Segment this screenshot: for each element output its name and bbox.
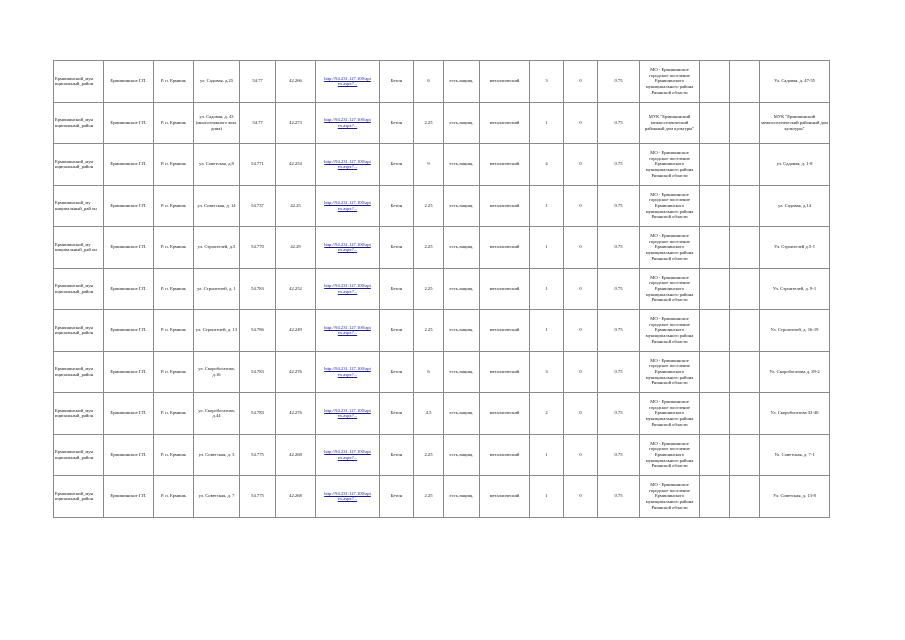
container-type-cell: металлический	[480, 61, 530, 103]
container-type-cell: металлический	[480, 476, 530, 518]
address-cell: ул. Советская, д. 14	[194, 185, 240, 227]
surface-cell: Бетон	[380, 185, 414, 227]
district-cell: Ермишинский_му ниципальный_рай он	[54, 185, 104, 227]
address-cell: ул. Советская, д. 3	[194, 434, 240, 476]
longitude-cell: 42.252	[276, 268, 316, 310]
settlement-cell: Ермишинское Г.П.	[104, 144, 154, 186]
volume-cell: 0.75	[598, 310, 640, 352]
table-row	[54, 434, 830, 476]
map-link[interactable]: http://94.231.127.100/api ex.aspx?...	[316, 268, 380, 310]
volume-cell: 0.75	[598, 185, 640, 227]
fence-cell: есть,защищ.	[444, 144, 480, 186]
empty-cell	[700, 102, 730, 144]
locality-cell: Р. п. Ермишь	[154, 393, 194, 435]
map-link[interactable]: http://94.231.127.100/api ex.aspx?...	[316, 476, 380, 518]
source-cell: МУК "Ермишинский межпоселенческий районный дом культуры"	[760, 102, 830, 144]
empty-cell	[730, 351, 760, 393]
fence-cell: есть,защищ.	[444, 351, 480, 393]
table-row	[54, 227, 830, 269]
district-cell: Ермишинский_мун иципальный_район	[54, 351, 104, 393]
map-link[interactable]: http://94.231.127.100/api ex.aspx?...	[316, 310, 380, 352]
source-cell: Ул. Строителей, д. 9-1	[760, 268, 830, 310]
latitude-cell: 54.783	[240, 393, 276, 435]
locality-cell: Р. п. Ермишь	[154, 61, 194, 103]
fence-cell: есть,защищ.	[444, 434, 480, 476]
planned-count-cell: 0	[564, 434, 598, 476]
container-type-cell: металлический	[480, 268, 530, 310]
district-cell: Ермишинский_мун иципальный_район	[54, 310, 104, 352]
district-cell: Ермишинский_мун иципальный_район	[54, 434, 104, 476]
district-cell: Ермишинский_му ниципальный_рай он	[54, 227, 104, 269]
source-cell: Ул. Строителей, д. 16-19	[760, 310, 830, 352]
map-link[interactable]: http://94.231.127.100/api ex.aspx?...	[316, 185, 380, 227]
source-cell: Ул. Садовая, д. 47-55	[760, 61, 830, 103]
fence-cell: есть,защищ.	[444, 310, 480, 352]
map-link[interactable]: http://94.231.127.100/api ex.aspx?...	[316, 102, 380, 144]
volume-cell: 0.75	[598, 434, 640, 476]
locality-cell: Р. п. Ермишь	[154, 227, 194, 269]
owner-cell: МО - Ермишинское городское поселение Ермишинского муниципального района Рязанской области	[640, 393, 700, 435]
latitude-cell: 54.775	[240, 434, 276, 476]
empty-cell	[700, 434, 730, 476]
district-cell: Ермишинский_мун иципальный_район	[54, 393, 104, 435]
map-link[interactable]: http://94.231.127.100/api ex.aspx?...	[316, 351, 380, 393]
owner-cell: МУК "Ермишинский межпоселенческий районный дом культуры"	[640, 102, 700, 144]
area-cell: 2.25	[414, 227, 444, 269]
map-link[interactable]: http://94.231.127.100/api ex.aspx?...	[316, 61, 380, 103]
container-type-cell: металлический	[480, 227, 530, 269]
settlement-cell: Ермишинское Г.П.	[104, 268, 154, 310]
locality-cell: Р. п. Ермишь	[154, 102, 194, 144]
area-cell: 2.25	[414, 102, 444, 144]
container-count-cell: 4	[530, 144, 564, 186]
empty-cell	[700, 351, 730, 393]
owner-cell: МО - Ермишинское городское поселение Ермишинского муниципального района Рязанской области	[640, 434, 700, 476]
owner-cell: МО - Ермишинское городское поселение Ермишинского муниципального района Рязанской области	[640, 61, 700, 103]
container-type-cell: металлический	[480, 144, 530, 186]
fence-cell: есть,защищ.	[444, 102, 480, 144]
planned-count-cell: 0	[564, 310, 598, 352]
empty-cell	[700, 144, 730, 186]
container-count-cell: 1	[530, 268, 564, 310]
address-cell: ул. Строителей, д. 1	[194, 268, 240, 310]
latitude-cell: 54.786	[240, 310, 276, 352]
registry-table	[53, 60, 830, 518]
address-cell: ул. Скоробогатова, д.16	[194, 351, 240, 393]
settlement-cell: Ермишинское Г.П.	[104, 61, 154, 103]
container-count-cell: 1	[530, 476, 564, 518]
locality-cell: Р. п. Ермишь	[154, 351, 194, 393]
volume-cell: 0.75	[598, 476, 640, 518]
volume-cell: 0.75	[598, 351, 640, 393]
volume-cell: 0.75	[598, 268, 640, 310]
container-count-cell: 3	[530, 351, 564, 393]
container-type-cell: металлический	[480, 310, 530, 352]
fence-cell: есть,защищ.	[444, 268, 480, 310]
container-count-cell: 2	[530, 393, 564, 435]
area-cell: 9	[414, 144, 444, 186]
container-type-cell: металлический	[480, 393, 530, 435]
empty-cell	[730, 144, 760, 186]
container-type-cell: металлический	[480, 351, 530, 393]
source-cell: ул. Садовая, д. 1-8	[760, 144, 830, 186]
address-cell: ул. Строителей, д.5	[194, 227, 240, 269]
volume-cell: 0.75	[598, 144, 640, 186]
district-cell: Ермишинский_мун иципальный_район	[54, 102, 104, 144]
settlement-cell: Ермишинское Г.П.	[104, 351, 154, 393]
planned-count-cell: 0	[564, 144, 598, 186]
container-type-cell: металлический	[480, 185, 530, 227]
longitude-cell: 42.268	[276, 434, 316, 476]
container-count-cell: 1	[530, 102, 564, 144]
table-row	[54, 102, 830, 144]
latitude-cell: 54.775	[240, 476, 276, 518]
latitude-cell: 54.77	[240, 102, 276, 144]
planned-count-cell: 0	[564, 268, 598, 310]
district-cell: Ермишинский_мун иципальный_район	[54, 144, 104, 186]
settlement-cell: Ермишинское Г.П.	[104, 434, 154, 476]
table-row	[54, 393, 830, 435]
settlement-cell: Ермишинское Г.П.	[104, 102, 154, 144]
locality-cell: Р. п. Ермишь	[154, 434, 194, 476]
map-link[interactable]: http://94.231.127.100/api ex.aspx?...	[316, 393, 380, 435]
container-count-cell: 1	[530, 185, 564, 227]
planned-count-cell: 0	[564, 102, 598, 144]
empty-cell	[730, 434, 760, 476]
fence-cell: есть,защищ.	[444, 476, 480, 518]
empty-cell	[700, 310, 730, 352]
surface-cell: Бетон	[380, 434, 414, 476]
address-cell: ул. Садовая, д. 43 (многоэтажного жил. дома)	[194, 102, 240, 144]
empty-cell	[730, 185, 760, 227]
longitude-cell: 42.249	[276, 310, 316, 352]
surface-cell: Бетон	[380, 351, 414, 393]
latitude-cell: 54.770	[240, 227, 276, 269]
planned-count-cell: 0	[564, 61, 598, 103]
fence-cell: есть,защищ.	[444, 185, 480, 227]
container-count-cell: 1	[530, 227, 564, 269]
settlement-cell: Ермишинское Г.П.	[104, 393, 154, 435]
source-cell: Ул. Скоробогатова д. 39-2	[760, 351, 830, 393]
locality-cell: Р. п. Ермишь	[154, 310, 194, 352]
area-cell: 4.5	[414, 393, 444, 435]
owner-cell: МО - Ермишинское городское поселение Ермишинского муниципального района Рязанской области	[640, 310, 700, 352]
container-count-cell: 1	[530, 434, 564, 476]
empty-cell	[700, 227, 730, 269]
table-row	[54, 185, 830, 227]
empty-cell	[700, 185, 730, 227]
latitude-cell: 54.737	[240, 185, 276, 227]
surface-cell: Бетон	[380, 393, 414, 435]
map-link[interactable]: http://94.231.127.100/api ex.aspx?...	[316, 227, 380, 269]
locality-cell: Р. п. Ермишь	[154, 268, 194, 310]
latitude-cell: 54.77	[240, 61, 276, 103]
address-cell: ул. Скоробогатова, д.44	[194, 393, 240, 435]
address-cell: ул. Строителей, д. 13	[194, 310, 240, 352]
owner-cell: МО - Ермишинское городское поселение Ермишинского муниципального района Рязанской области	[640, 144, 700, 186]
longitude-cell: 42.276	[276, 351, 316, 393]
area-cell: 6	[414, 61, 444, 103]
table-row	[54, 144, 830, 186]
empty-cell	[730, 61, 760, 103]
owner-cell: МО - Ермишинское городское поселение Ермишинского муниципального района Рязанской области	[640, 227, 700, 269]
longitude-cell: 42.29	[276, 227, 316, 269]
planned-count-cell: 0	[564, 351, 598, 393]
table-row	[54, 476, 830, 518]
longitude-cell: 42.276	[276, 393, 316, 435]
table-row	[54, 268, 830, 310]
owner-cell: МО - Ермишинское городское поселение Ермишинского муниципального района Рязанской области	[640, 268, 700, 310]
empty-cell	[700, 393, 730, 435]
surface-cell: Бетон	[380, 144, 414, 186]
surface-cell: Бетон	[380, 102, 414, 144]
area-cell: 2.25	[414, 476, 444, 518]
fence-cell: есть,защищ.	[444, 393, 480, 435]
area-cell: 2.25	[414, 434, 444, 476]
container-count-cell: 3	[530, 61, 564, 103]
address-cell: ул. Садовая, д.25	[194, 61, 240, 103]
area-cell: 2.25	[414, 268, 444, 310]
locality-cell: Р. п. Ермишь	[154, 185, 194, 227]
district-cell: Ермишинский_мун иципальный_район	[54, 61, 104, 103]
map-link[interactable]: http://94.231.127.100/api ex.aspx?...	[316, 144, 380, 186]
longitude-cell: 42.254	[276, 144, 316, 186]
settlement-cell: Ермишинское Г.П.	[104, 476, 154, 518]
volume-cell: 0.75	[598, 102, 640, 144]
empty-cell	[730, 393, 760, 435]
source-cell: ул. Садовая, д.14	[760, 185, 830, 227]
settlement-cell: Ермишинское Г.П.	[104, 185, 154, 227]
fence-cell: есть,защищ.	[444, 227, 480, 269]
planned-count-cell: 0	[564, 393, 598, 435]
latitude-cell: 54.783	[240, 351, 276, 393]
area-cell: 6	[414, 351, 444, 393]
volume-cell: 0.75	[598, 227, 640, 269]
empty-cell	[730, 268, 760, 310]
district-cell: Ермишинский_мун иципальный_район	[54, 476, 104, 518]
table-row	[54, 61, 830, 103]
surface-cell: Бетон	[380, 476, 414, 518]
container-type-cell: металлический	[480, 102, 530, 144]
empty-cell	[730, 476, 760, 518]
address-cell: ул. Советская, д.8	[194, 144, 240, 186]
settlement-cell: Ермишинское Г.П.	[104, 227, 154, 269]
source-cell: Ул. Советская, д. 7-1	[760, 434, 830, 476]
owner-cell: МО - Ермишинское городское поселение Ермишинского муниципального района Рязанской области	[640, 351, 700, 393]
volume-cell: 0.75	[598, 393, 640, 435]
latitude-cell: 54.783	[240, 268, 276, 310]
surface-cell: Бетон	[380, 310, 414, 352]
volume-cell: 0.75	[598, 61, 640, 103]
surface-cell: Бетон	[380, 227, 414, 269]
empty-cell	[730, 227, 760, 269]
longitude-cell: 42.25	[276, 185, 316, 227]
source-cell: Ул. Советская, д. 13-8	[760, 476, 830, 518]
empty-cell	[700, 61, 730, 103]
container-type-cell: металлический	[480, 434, 530, 476]
empty-cell	[730, 310, 760, 352]
locality-cell: Р. п. Ермишь	[154, 144, 194, 186]
locality-cell: Р. п. Ермишь	[154, 476, 194, 518]
source-cell: Ул. Строителей д.5-1	[760, 227, 830, 269]
map-link[interactable]: http://94.231.127.100/api ex.aspx?...	[316, 434, 380, 476]
empty-cell	[730, 102, 760, 144]
area-cell: 2.25	[414, 185, 444, 227]
longitude-cell: 42.273	[276, 102, 316, 144]
surface-cell: Бетон	[380, 61, 414, 103]
latitude-cell: 54.771	[240, 144, 276, 186]
empty-cell	[700, 268, 730, 310]
source-cell: Ул. Скоробогатова 33-40	[760, 393, 830, 435]
owner-cell: МО - Ермишинское городское поселение Ермишинского муниципального района Рязанской области	[640, 185, 700, 227]
table-row	[54, 351, 830, 393]
address-cell: ул. Советская, д. 7	[194, 476, 240, 518]
empty-cell	[700, 476, 730, 518]
planned-count-cell: 0	[564, 227, 598, 269]
settlement-cell: Ермишинское Г.П.	[104, 310, 154, 352]
longitude-cell: 42.268	[276, 476, 316, 518]
longitude-cell: 42.266	[276, 61, 316, 103]
area-cell: 2.25	[414, 310, 444, 352]
fence-cell: есть,защищ.	[444, 61, 480, 103]
planned-count-cell: 0	[564, 185, 598, 227]
district-cell: Ермишинский_мун иципальный_район	[54, 268, 104, 310]
planned-count-cell: 0	[564, 476, 598, 518]
surface-cell: Бетон	[380, 268, 414, 310]
container-count-cell: 1	[530, 310, 564, 352]
owner-cell: МО - Ермишинское городское поселение Ермишинского муниципального района Рязанской области	[640, 476, 700, 518]
table-row	[54, 310, 830, 352]
